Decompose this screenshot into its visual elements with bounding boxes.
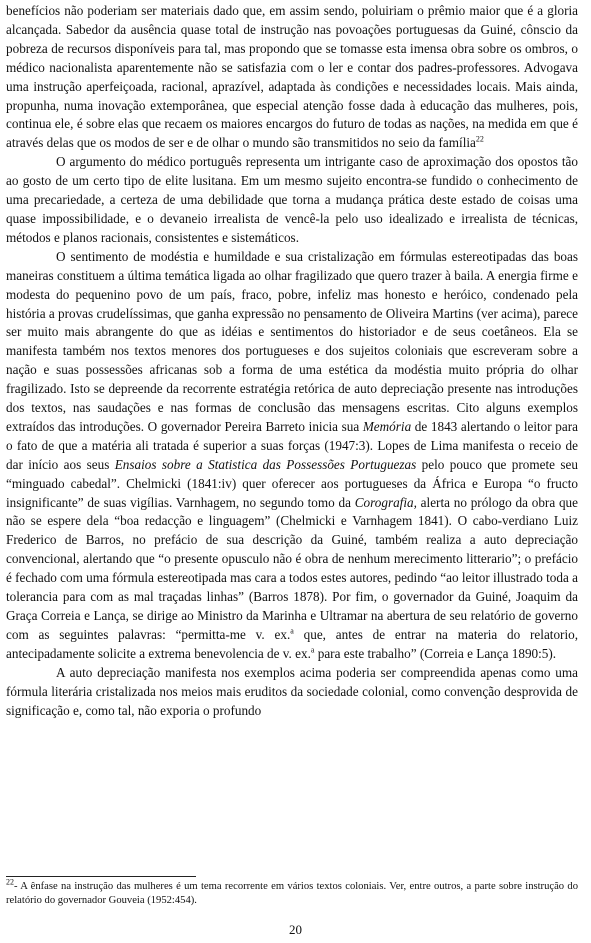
superscript: a <box>290 626 294 636</box>
text-run: O argumento do médico português representa um intrigante caso de aproximação dos opostos tão ao gosto de um certo tipo de elite lusitana. Em um mesmo sujeito encontra-se fundido o conhecimento de uma precariedade, a certeza de uma debilidade que torna a mudança prática deste estado de coisas uma quase impossibilidade, e o devaneio irrealista de vencê-la pelo uso idealizado e irrealista de técnicas, métodos e planos racionais, consistentes e sistemáticos. <box>6 154 578 245</box>
footnote-separator <box>6 876 196 877</box>
paragraph <box>6 248 578 664</box>
footnote-text: - A ênfase na instrução das mulheres é um tema recorrente em vários textos coloniais. Ver, entre outros, a parte sobre instrução do relatório do governador Gouveia (1952:454). <box>6 881 578 906</box>
italic-title: Memória <box>362 418 412 434</box>
text-run: para este trabalho” (Correia e Lança 1890:5). <box>314 645 557 661</box>
text-run: alerta no prólogo da obra que não se espere dela “boa redacção e linguagem” (Chelmicki e Varnhagem 1841). O cabo-verdiano Luiz Frederico de Barros, no prefácio de sua descrição da Guiné, também realiza a auto depreciação convencional, alertando que “o presente opusculo não é obra de nenhum merecimento litterario”; o prefácio é fechado com uma fórmula estereotipada mas cara a todos estes autores, pedindo “ao leitor illustrado toda a tolerancia para com as mal traçadas linhas” (Barros 1878). Por fim, o governador da Guiné, Joaquim da Graça Correia e Lança, se dirige ao Ministro da Marinha e Ultramar na abertura de seu relatório de governo com as seguintes palavras: “permitta-me v. ex. <box>6 494 578 642</box>
page-number: 20 <box>289 922 302 937</box>
paragraph <box>6 2 578 153</box>
text-run: A auto depreciação manifesta nos exemplos acima poderia ser compreendida apenas como uma fórmula literária cristalizada nos meios mais eruditos da sociedade colonial, como convenção desprovida de significação e, como tal, não exporia o profundo <box>6 664 578 718</box>
text-run: que, antes de entrar na materia do relatorio, antecipadamente solicite a extrema benevolencia de v. ex. <box>6 626 579 661</box>
body-text <box>6 2 578 720</box>
text-run: benefícios não poderiam ser materiais dado que, em assim sendo, poluiriam o prêmio maior que é a gloria alcançada. Sabedor da ausência quase total de instrução nas povoações portuguesas da Guiné, cônscio da pobreza de recursos disponíveis para tal, mas propondo que se tomasse esta imensa obra sobre os ombros, o médico nacionalista aparentemente não se satisfazia com o ler e contar dos padres-professores. Advogava uma instrução aperfeiçoada, racional, aprazível, adaptada às condições e necessidades locais. Mais ainda, propunha, numa inovação extemporânea, que especial atenção fosse dada à educação das mulheres, pois, continua ele, é sobre elas que recaem os maiores encargos do futuro de todas as nações, na medida em que é através delas que os modos de ser e de olhar o mundo são transmitidos no seio da família <box>6 3 578 151</box>
superscript: a <box>310 645 315 655</box>
text-run: pelo pouco que promete seu “minguado cabedal”. Chelmicki (1841:iv) quer oferecer aos portugueses da África e Europa “o fructo insignificante” de suas vigílias. Varnhagem, no segundo tomo da <box>6 456 578 510</box>
footnote-marker: 22 <box>6 877 14 887</box>
paragraph <box>6 664 578 721</box>
text-run: O sentimento de modéstia e humildade e sua cristalização em fórmulas estereotipadas das boas maneiras constituem a última temática ligada ao olhar fragilizado que quero trazer à baila. A energia firme e modesta do pequenino povo de um país, fraco, pobre, infeliz mas honesto e heróico, condenado pela história a provas crudelíssimas, que ganha expressão no pensamento de Oliveira Martins (ver acima), parece ser muito mais abrangente do que as idéias e sentimentos do historiador e de seus coetâneos. Ela se manifesta também nos textos menores dos portugueses e dos sujeitos coloniais que escreveram sobre a nação e suas possessões africanas sob a forma de uma estética da modéstia muito própria do olhar fragilizado. Isto se depreende da recorrente estratégia retórica de auto depreciação presente nas introduções dos textos, nas saudações e nas formas de conclusão das mensagens escritas. Cito alguns exemplos extraídos das introduções. O governador Pereira Barreto inicia sua <box>6 248 578 434</box>
italic-title: Ensaios sobre a Statistica das Possessões Portuguezas <box>114 456 417 472</box>
italic-title: Corografia, <box>354 494 417 510</box>
footnote <box>6 877 578 908</box>
superscript: 22 <box>475 134 484 144</box>
text-run: de 1843 alertando o leitor para o fato de que a matéria ali tratada é superior a suas forças (1947:3). Lopes de Lima manifesta o receio de dar início aos seus <box>6 418 578 472</box>
paragraph <box>6 153 578 248</box>
